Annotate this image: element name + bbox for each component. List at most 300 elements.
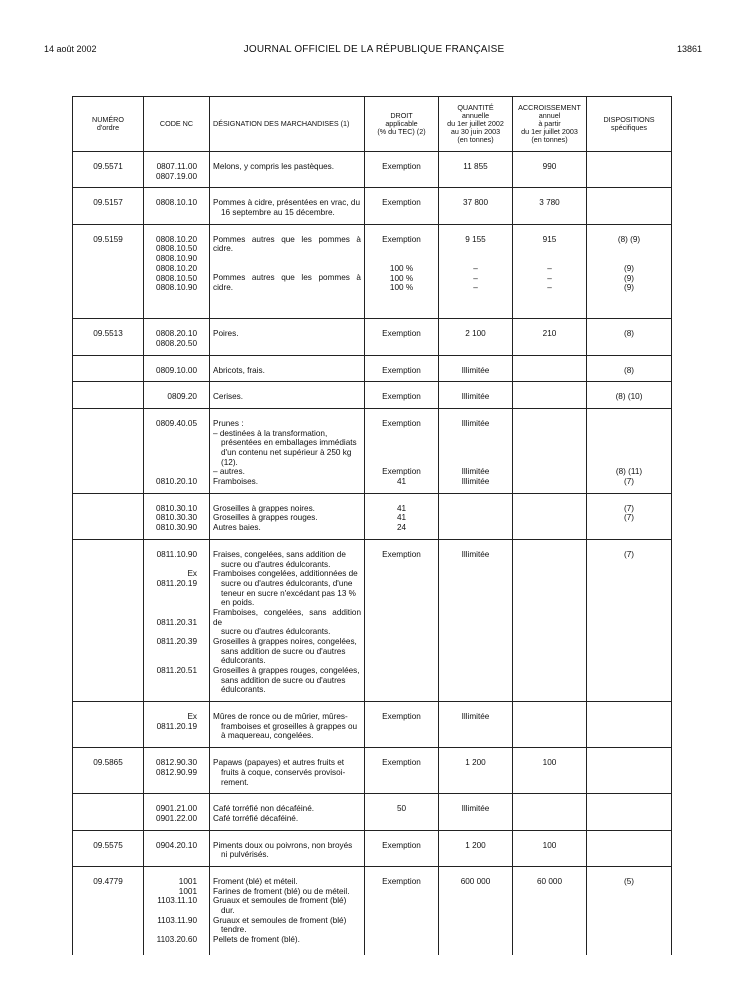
cell-numero-line (76, 712, 140, 722)
cell-quantite-line: 1 200 (465, 758, 486, 768)
cell-quantite (439, 152, 513, 188)
cell-dispositions-line: (8) (10) (615, 392, 643, 402)
cell-accroissement (513, 319, 587, 355)
cell-droit-line: Exemption (382, 234, 421, 244)
cell-code-line: 0808.10.50 (156, 244, 197, 254)
table-row (73, 539, 672, 701)
cell-dispositions (587, 866, 672, 954)
cell-code-line: 0811.20.51 (156, 666, 197, 676)
cell-droit-line: 100 % (389, 283, 414, 293)
cell-accroissement-line: 915 (542, 234, 557, 244)
table-header-row (73, 97, 672, 152)
cell-numero (73, 702, 144, 748)
cell-designation-line (213, 293, 361, 303)
cell-droit (365, 539, 439, 701)
cell-designation-line (213, 254, 361, 264)
table-row (73, 224, 672, 318)
cell-droit-line: 41 (396, 513, 407, 523)
cell-designation-line: rement. (221, 777, 249, 787)
cell-dispositions-line (590, 254, 668, 264)
table-row (73, 382, 672, 409)
cell-numero (73, 224, 144, 318)
cell-droit (365, 382, 439, 409)
cell-designation-line: Melons, y compris les pastèques. (213, 162, 335, 171)
cell-quantite (439, 702, 513, 748)
cell-numero (73, 493, 144, 539)
cell-designation-line: Pommes autres que les pommes à cidre. (213, 234, 364, 254)
cell-accroissement-line (516, 244, 583, 254)
cell-droit-line (368, 429, 435, 439)
col-header-designation: DÉSIGNATION DES MARCHANDISES (1) (210, 97, 365, 152)
cell-dispositions-line (590, 162, 668, 172)
cell-code-line: 0904.20.10 (156, 840, 197, 850)
cell-numero-line: 09.5157 (93, 198, 123, 208)
cell-designation-line: sans addition de sucre ou d'autres (221, 646, 346, 656)
cell-accroissement-line (516, 804, 583, 814)
cell-code-line: Ex 0811.20.19 (156, 712, 200, 731)
cell-quantite-line (442, 448, 509, 458)
cell-numero-line: 09.5571 (93, 162, 123, 171)
cell-designation (210, 493, 365, 539)
cell-code (144, 319, 210, 355)
page-number: 13861 (676, 44, 702, 54)
table-row (73, 493, 672, 539)
cell-droit-line (368, 254, 435, 264)
cell-designation (210, 319, 365, 355)
cell-designation-line: Pommes à cidre, présentées en vrac, du (213, 198, 360, 208)
cell-designation-line: sucre ou d'autres édulcorants, d'une (221, 578, 353, 588)
cell-dispositions (587, 188, 672, 224)
cell-accroissement-line: 100 (542, 758, 557, 768)
cell-code-line: 0808.10.90 (156, 254, 197, 264)
cell-designation (210, 355, 365, 382)
cell-designation (210, 830, 365, 866)
header-date: 14 août 2002 (44, 44, 97, 54)
cell-dispositions-line: (7) (623, 477, 634, 487)
cell-accroissement-line: – (547, 273, 552, 283)
cell-designation-line: Pellets de froment (blé). (213, 935, 300, 945)
cell-designation-line: édulcorants. (221, 656, 266, 666)
cell-numero (73, 355, 144, 382)
cell-numero-line: 09.5865 (93, 758, 123, 768)
cell-code-line: 0808.20.10 (156, 329, 197, 339)
cell-code-line (147, 560, 197, 570)
cell-droit-line: 50 (396, 804, 407, 814)
cell-designation-line: Café torréfié non décaféiné. (213, 804, 315, 814)
cell-accroissement-line: 990 (542, 162, 557, 171)
cell-dispositions (587, 539, 672, 701)
cell-designation-line: Framboises. (213, 477, 259, 487)
cell-droit-line: Exemption (382, 467, 421, 477)
table-row (73, 830, 672, 866)
cell-code (144, 188, 210, 224)
cell-quantite-line: – (473, 283, 478, 293)
cell-code-line: 0808.10.20 (156, 234, 197, 244)
col-header-numero: NUMÉRO d'ordre (73, 97, 144, 152)
cell-code-line: 0808.10.20 (156, 263, 197, 273)
cell-accroissement-line (516, 550, 583, 560)
cell-accroissement-line: – (547, 283, 552, 293)
col-header-accroissement: ACCROISSEMENT annuel à partir du 1er juillet 2003 (en tonnes) (513, 97, 587, 152)
cell-code-line (147, 925, 197, 935)
cell-code-line: 0812.90.30 (156, 758, 197, 768)
cell-accroissement-line: 100 (542, 840, 557, 850)
table-row (73, 152, 672, 188)
cell-numero-line (76, 504, 140, 514)
cell-designation-line: Gruaux et semoules de froment (blé) (213, 896, 347, 906)
cell-accroissement-line: 3 780 (539, 198, 560, 208)
cell-quantite (439, 355, 513, 382)
cell-quantite (439, 866, 513, 954)
cell-designation-line: Cerises. (213, 392, 244, 402)
cell-code-line (147, 647, 197, 657)
cell-code-line (147, 458, 197, 468)
cell-code-line: 0810.30.90 (156, 523, 197, 533)
cell-droit-line: Exemption (382, 418, 421, 428)
cell-quantite-line: 11 855 (463, 162, 488, 171)
cell-code-line: 0809.40.05 (156, 418, 197, 428)
cell-code (144, 748, 210, 794)
cell-quantite-line: Illimitée (461, 467, 490, 477)
cell-accroissement (513, 866, 587, 954)
cell-droit-line: 41 (396, 503, 407, 513)
cell-designation-line: ni pulvérisés. (221, 850, 269, 860)
cell-designation-line: Prunes : (213, 418, 244, 428)
cell-designation-line: Groseilles à grappes noires. (213, 503, 315, 513)
cell-code-line: 0810.20.10 (156, 477, 197, 487)
cell-designation-line: (12). (221, 457, 238, 467)
cell-quantite-line: Illimitée (461, 477, 490, 487)
cell-accroissement (513, 830, 587, 866)
cell-droit (365, 224, 439, 318)
cell-quantite (439, 319, 513, 355)
col-header-dispositions: DISPOSITIONS spécifiques (587, 97, 672, 152)
cell-droit (365, 794, 439, 830)
cell-code-line (147, 608, 197, 618)
cell-numero (73, 539, 144, 701)
cell-code-line (147, 685, 197, 695)
cell-accroissement-line: 60 000 (536, 876, 563, 886)
cell-designation (210, 748, 365, 794)
table-row (73, 319, 672, 355)
cell-accroissement-line (516, 419, 583, 429)
cell-code-line (147, 676, 197, 686)
cell-numero-line: 09.4779 (93, 876, 123, 886)
cell-dispositions-line: (8) (623, 329, 634, 339)
cell-code-line: 0808.10.50 (156, 273, 197, 283)
cell-code-line (147, 467, 197, 477)
cell-designation (210, 224, 365, 318)
col-header-quantite: QUANTITÉ annuelle du 1er juillet 2002 au 30 juin 2003 (en tonnes) (439, 97, 513, 152)
cell-quantite (439, 794, 513, 830)
cell-designation-line: sucre ou d'autres édulcorants. (221, 627, 331, 637)
cell-accroissement (513, 382, 587, 409)
cell-quantite (439, 493, 513, 539)
cell-quantite-line: Illimitée (461, 804, 490, 814)
cell-dispositions-line (590, 419, 668, 429)
cell-code-line: 0811.20.39 (156, 636, 197, 646)
cell-designation (210, 188, 365, 224)
cell-designation-line: tendre. (221, 925, 247, 935)
cell-droit-line: Exemption (382, 876, 421, 886)
cell-designation-line: 16 septembre au 15 décembre. (221, 208, 335, 218)
cell-droit (365, 866, 439, 954)
cell-droit-line (368, 458, 435, 468)
cell-accroissement (513, 408, 587, 493)
cell-dispositions-line: (9) (623, 273, 634, 283)
cell-quantite-line: 2 100 (465, 329, 486, 339)
cell-droit-line: Exemption (382, 329, 421, 339)
table-body (73, 152, 672, 955)
cell-code (144, 382, 210, 409)
table-row (73, 355, 672, 382)
cell-numero-line: 09.5575 (93, 840, 123, 850)
cell-designation-line (213, 303, 361, 313)
cell-numero (73, 382, 144, 409)
cell-droit-line: Exemption (382, 758, 421, 768)
cell-code (144, 539, 210, 701)
cell-designation-line: dur. (221, 906, 235, 916)
cell-designation-line: Groseilles à grappes noires, congelées, (213, 636, 357, 646)
tariff-quota-table (72, 96, 672, 955)
cell-quantite-line (442, 458, 509, 468)
cell-droit (365, 408, 439, 493)
cell-code (144, 355, 210, 382)
cell-dispositions (587, 408, 672, 493)
cell-dispositions (587, 830, 672, 866)
cell-designation-line: Papaws (papayes) et autres fruits et (213, 758, 345, 768)
cell-designation-line: en poids. (221, 598, 255, 608)
cell-quantite-line (442, 438, 509, 448)
cell-code-line: 0810.30.30 (156, 513, 197, 523)
cell-dispositions-line: (7) (623, 503, 634, 513)
cell-designation-line: Farines de froment (blé) ou de méteil. (213, 886, 350, 896)
cell-droit-line: Exemption (382, 712, 421, 722)
cell-designation-line: framboises et groseilles à grappes ou (221, 721, 358, 731)
cell-accroissement-line (516, 504, 583, 514)
cell-designation-line: Groseilles à grappes rouges. (213, 513, 318, 523)
cell-droit-line (368, 438, 435, 448)
cell-droit-line (368, 448, 435, 458)
cell-code-line (147, 429, 197, 439)
cell-dispositions (587, 319, 672, 355)
cell-designation (210, 539, 365, 701)
cell-droit-line: Exemption (382, 162, 421, 171)
cell-code-line (147, 438, 197, 448)
cell-dispositions (587, 702, 672, 748)
cell-quantite-line: Illimitée (461, 418, 490, 428)
cell-designation-line: Fraises, congelées, sans addition de (213, 549, 346, 559)
cell-quantite-line: 37 800 (462, 198, 489, 208)
cell-dispositions-line (590, 841, 668, 851)
cell-accroissement-line (516, 392, 583, 402)
cell-quantite (439, 224, 513, 318)
cell-code (144, 866, 210, 954)
cell-code (144, 408, 210, 493)
cell-designation-line: présentées en emballages immédiats (221, 438, 357, 448)
cell-designation-line (213, 264, 361, 274)
cell-accroissement (513, 794, 587, 830)
cell-accroissement (513, 224, 587, 318)
cell-quantite-line: – (473, 263, 478, 273)
cell-designation-line: Pommes autres que les pommes à cidre. (213, 273, 364, 293)
table-row (73, 408, 672, 493)
cell-droit (365, 702, 439, 748)
cell-code-line: 0811.10.90 (156, 549, 197, 559)
cell-numero-line (76, 366, 140, 376)
cell-designation-line: fruits à coque, conservés provisoi- (221, 767, 346, 777)
cell-numero-line: 09.5513 (93, 329, 123, 339)
cell-accroissement-line (516, 254, 583, 264)
cell-dispositions-line (590, 448, 668, 458)
cell-accroissement (513, 355, 587, 382)
cell-accroissement (513, 152, 587, 188)
cell-designation-line: à maquereau, congelées. (221, 731, 314, 741)
cell-quantite-line: Illimitée (461, 549, 490, 559)
table-row (73, 866, 672, 954)
cell-dispositions-line: (7) (623, 513, 634, 523)
cell-dispositions (587, 224, 672, 318)
cell-quantite-line: – (473, 273, 478, 283)
cell-quantite-line (442, 504, 509, 514)
cell-code-line: 1103.11.90 (157, 915, 197, 925)
cell-designation (210, 794, 365, 830)
cell-designation (210, 702, 365, 748)
cell-droit-line: 100 % (389, 263, 414, 273)
table-row (73, 748, 672, 794)
cell-dispositions-line: (5) (623, 876, 634, 886)
cell-dispositions-line (590, 712, 668, 722)
cell-code-line: 0809.20 (167, 392, 197, 402)
cell-accroissement-line: – (547, 263, 552, 273)
cell-numero (73, 152, 144, 188)
table-row (73, 188, 672, 224)
cell-quantite-line: 9 155 (465, 234, 486, 244)
cell-code-line: 0808.10.10 (156, 198, 197, 208)
cell-dispositions-line (590, 244, 668, 254)
cell-numero (73, 794, 144, 830)
cell-droit-line: Exemption (382, 392, 421, 402)
cell-code-line: 1001 (178, 886, 197, 896)
cell-designation-line: Autres baies. (213, 523, 261, 533)
cell-designation-line: sucre ou d'autres édulcorants. (221, 559, 331, 569)
cell-dispositions (587, 493, 672, 539)
cell-numero (73, 188, 144, 224)
cell-droit-line: Exemption (382, 840, 421, 850)
cell-droit (365, 748, 439, 794)
cell-code-line (147, 448, 197, 458)
cell-dispositions-line: (9) (623, 283, 634, 293)
cell-designation-line: Froment (blé) et méteil. (213, 876, 298, 886)
table-row (73, 794, 672, 830)
cell-numero-line (76, 419, 140, 429)
cell-code-line: 0807.11.00 (156, 162, 197, 171)
cell-dispositions-line (590, 804, 668, 814)
cell-designation (210, 382, 365, 409)
cell-code-line: 1103.20.60 (156, 935, 197, 945)
cell-quantite-line (442, 254, 509, 264)
cell-code-line: 0809.10.00 (156, 365, 197, 375)
cell-designation-line: Framboises congelées, additionnées de (213, 569, 358, 579)
cell-numero-line (76, 804, 140, 814)
cell-accroissement-line: 210 (542, 329, 557, 339)
cell-designation-line: Abricots, frais. (213, 365, 265, 375)
cell-designation-line: d'un contenu net supérieur à 250 kg (221, 448, 352, 457)
cell-droit (365, 355, 439, 382)
cell-dispositions (587, 794, 672, 830)
cell-dispositions-line (590, 429, 668, 439)
cell-quantite (439, 382, 513, 409)
cell-designation (210, 866, 365, 954)
cell-dispositions-line: (8) (623, 365, 634, 375)
cell-numero (73, 319, 144, 355)
cell-code-line: 0808.10.90 (156, 283, 197, 293)
cell-code-line: Ex 0811.20.19 (156, 569, 200, 588)
cell-dispositions-line (590, 198, 668, 208)
cell-code-line (147, 656, 197, 666)
cell-droit-line (368, 244, 435, 254)
table-row (73, 702, 672, 748)
cell-code (144, 493, 210, 539)
cell-dispositions-line (590, 523, 668, 533)
cell-accroissement (513, 493, 587, 539)
cell-numero (73, 748, 144, 794)
cell-quantite-line: Illimitée (461, 392, 490, 402)
cell-numero (73, 830, 144, 866)
cell-code-line: 0807.19.00 (156, 171, 197, 181)
cell-dispositions-line: (8) (11) (615, 467, 643, 477)
cell-quantite-line: 600 000 (460, 876, 491, 886)
cell-designation-line: Piments doux ou poivrons, non broyés (213, 840, 353, 850)
cell-designation-line: – autres. (213, 467, 245, 477)
cell-code-line (147, 589, 197, 599)
cell-accroissement (513, 748, 587, 794)
cell-quantite-line: Illimitée (461, 365, 490, 375)
cell-droit-line: 24 (396, 523, 407, 533)
cell-quantite (439, 539, 513, 701)
cell-numero (73, 408, 144, 493)
cell-dispositions-line: (9) (623, 263, 634, 273)
cell-code-line: 0811.20.31 (156, 617, 197, 627)
cell-quantite-line: Illimitée (461, 712, 490, 722)
cell-code-line (147, 627, 197, 637)
journal-title: JOURNAL OFFICIEL DE LA RÉPUBLIQUE FRANÇAISE (243, 44, 505, 55)
cell-code (144, 830, 210, 866)
cell-numero-line (76, 392, 140, 402)
cell-dispositions-line (590, 458, 668, 468)
cell-designation-line: teneur en sucre n'excédant pas 13 % (221, 588, 356, 598)
cell-dispositions-line: (8) (9) (617, 234, 641, 244)
cell-droit (365, 830, 439, 866)
cell-quantite (439, 830, 513, 866)
cell-designation-line: Gruaux et semoules de froment (blé) (213, 915, 347, 925)
cell-designation (210, 152, 365, 188)
cell-dispositions (587, 355, 672, 382)
cell-code-line: 0808.20.50 (156, 338, 197, 348)
cell-code-line: 0901.22.00 (156, 813, 197, 823)
cell-designation-line: – destinées à la transformation, (213, 428, 328, 438)
cell-numero-line (76, 550, 140, 560)
cell-dispositions (587, 382, 672, 409)
cell-accroissement (513, 702, 587, 748)
cell-quantite-line (442, 244, 509, 254)
cell-droit (365, 188, 439, 224)
cell-designation-line: Poires. (213, 329, 239, 339)
cell-droit-line: 41 (396, 477, 407, 487)
cell-code-line (147, 598, 197, 608)
cell-accroissement-line (516, 366, 583, 376)
cell-code-line: 1001 (178, 876, 197, 886)
